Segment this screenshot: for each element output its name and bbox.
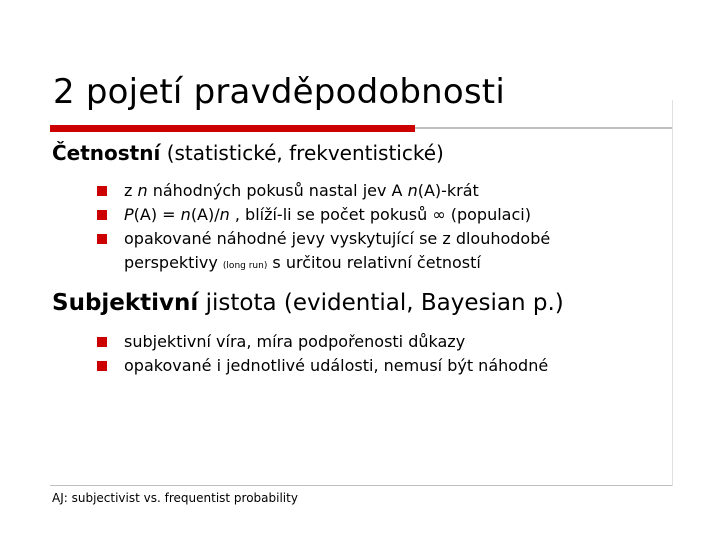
section-heading-keyword: Subjektivní: [52, 290, 199, 316]
list-item: opakované náhodné jevy vyskytující se z dlouhodobé perspektivy (long run) s určitou relativní četností: [0, 227, 720, 278]
section-heading-keyword: Četnostní: [52, 141, 161, 165]
title-accent-rule: [50, 125, 415, 132]
section-heading-rest: jistota (evidential, Bayesian p.): [198, 290, 564, 316]
list-item: z n náhodných pokusů nastal jev A n(A)-krát: [0, 179, 720, 203]
list-item: subjektivní víra, míra podpořenosti důkazy: [0, 330, 720, 354]
square-bullet-icon: [97, 234, 107, 244]
square-bullet-icon: [97, 186, 107, 196]
title-divider-rule: [415, 127, 672, 129]
footer-note: AJ: subjectivist vs. frequentist probability: [52, 491, 298, 505]
section-heading-frequentist: [52, 141, 444, 165]
slide-title: 2 pojetí pravděpodobnosti: [53, 72, 505, 112]
footer-divider-rule: [50, 485, 672, 486]
bullet-list-subjective: [0, 330, 720, 378]
bullet-list-frequentist: [0, 179, 720, 278]
section-heading-rest: (statistické, frekventistické): [160, 141, 444, 165]
section-heading-subjective: [52, 290, 564, 316]
square-bullet-icon: [97, 361, 107, 371]
list-item: opakované i jednotlivé události, nemusí být náhodné: [0, 354, 720, 378]
list-item: P(A) = n(A)/n , blíží-li se počet pokusů ∞ (populaci): [0, 203, 720, 227]
square-bullet-icon: [97, 337, 107, 347]
frame-right-line: [672, 100, 673, 486]
square-bullet-icon: [97, 210, 107, 220]
